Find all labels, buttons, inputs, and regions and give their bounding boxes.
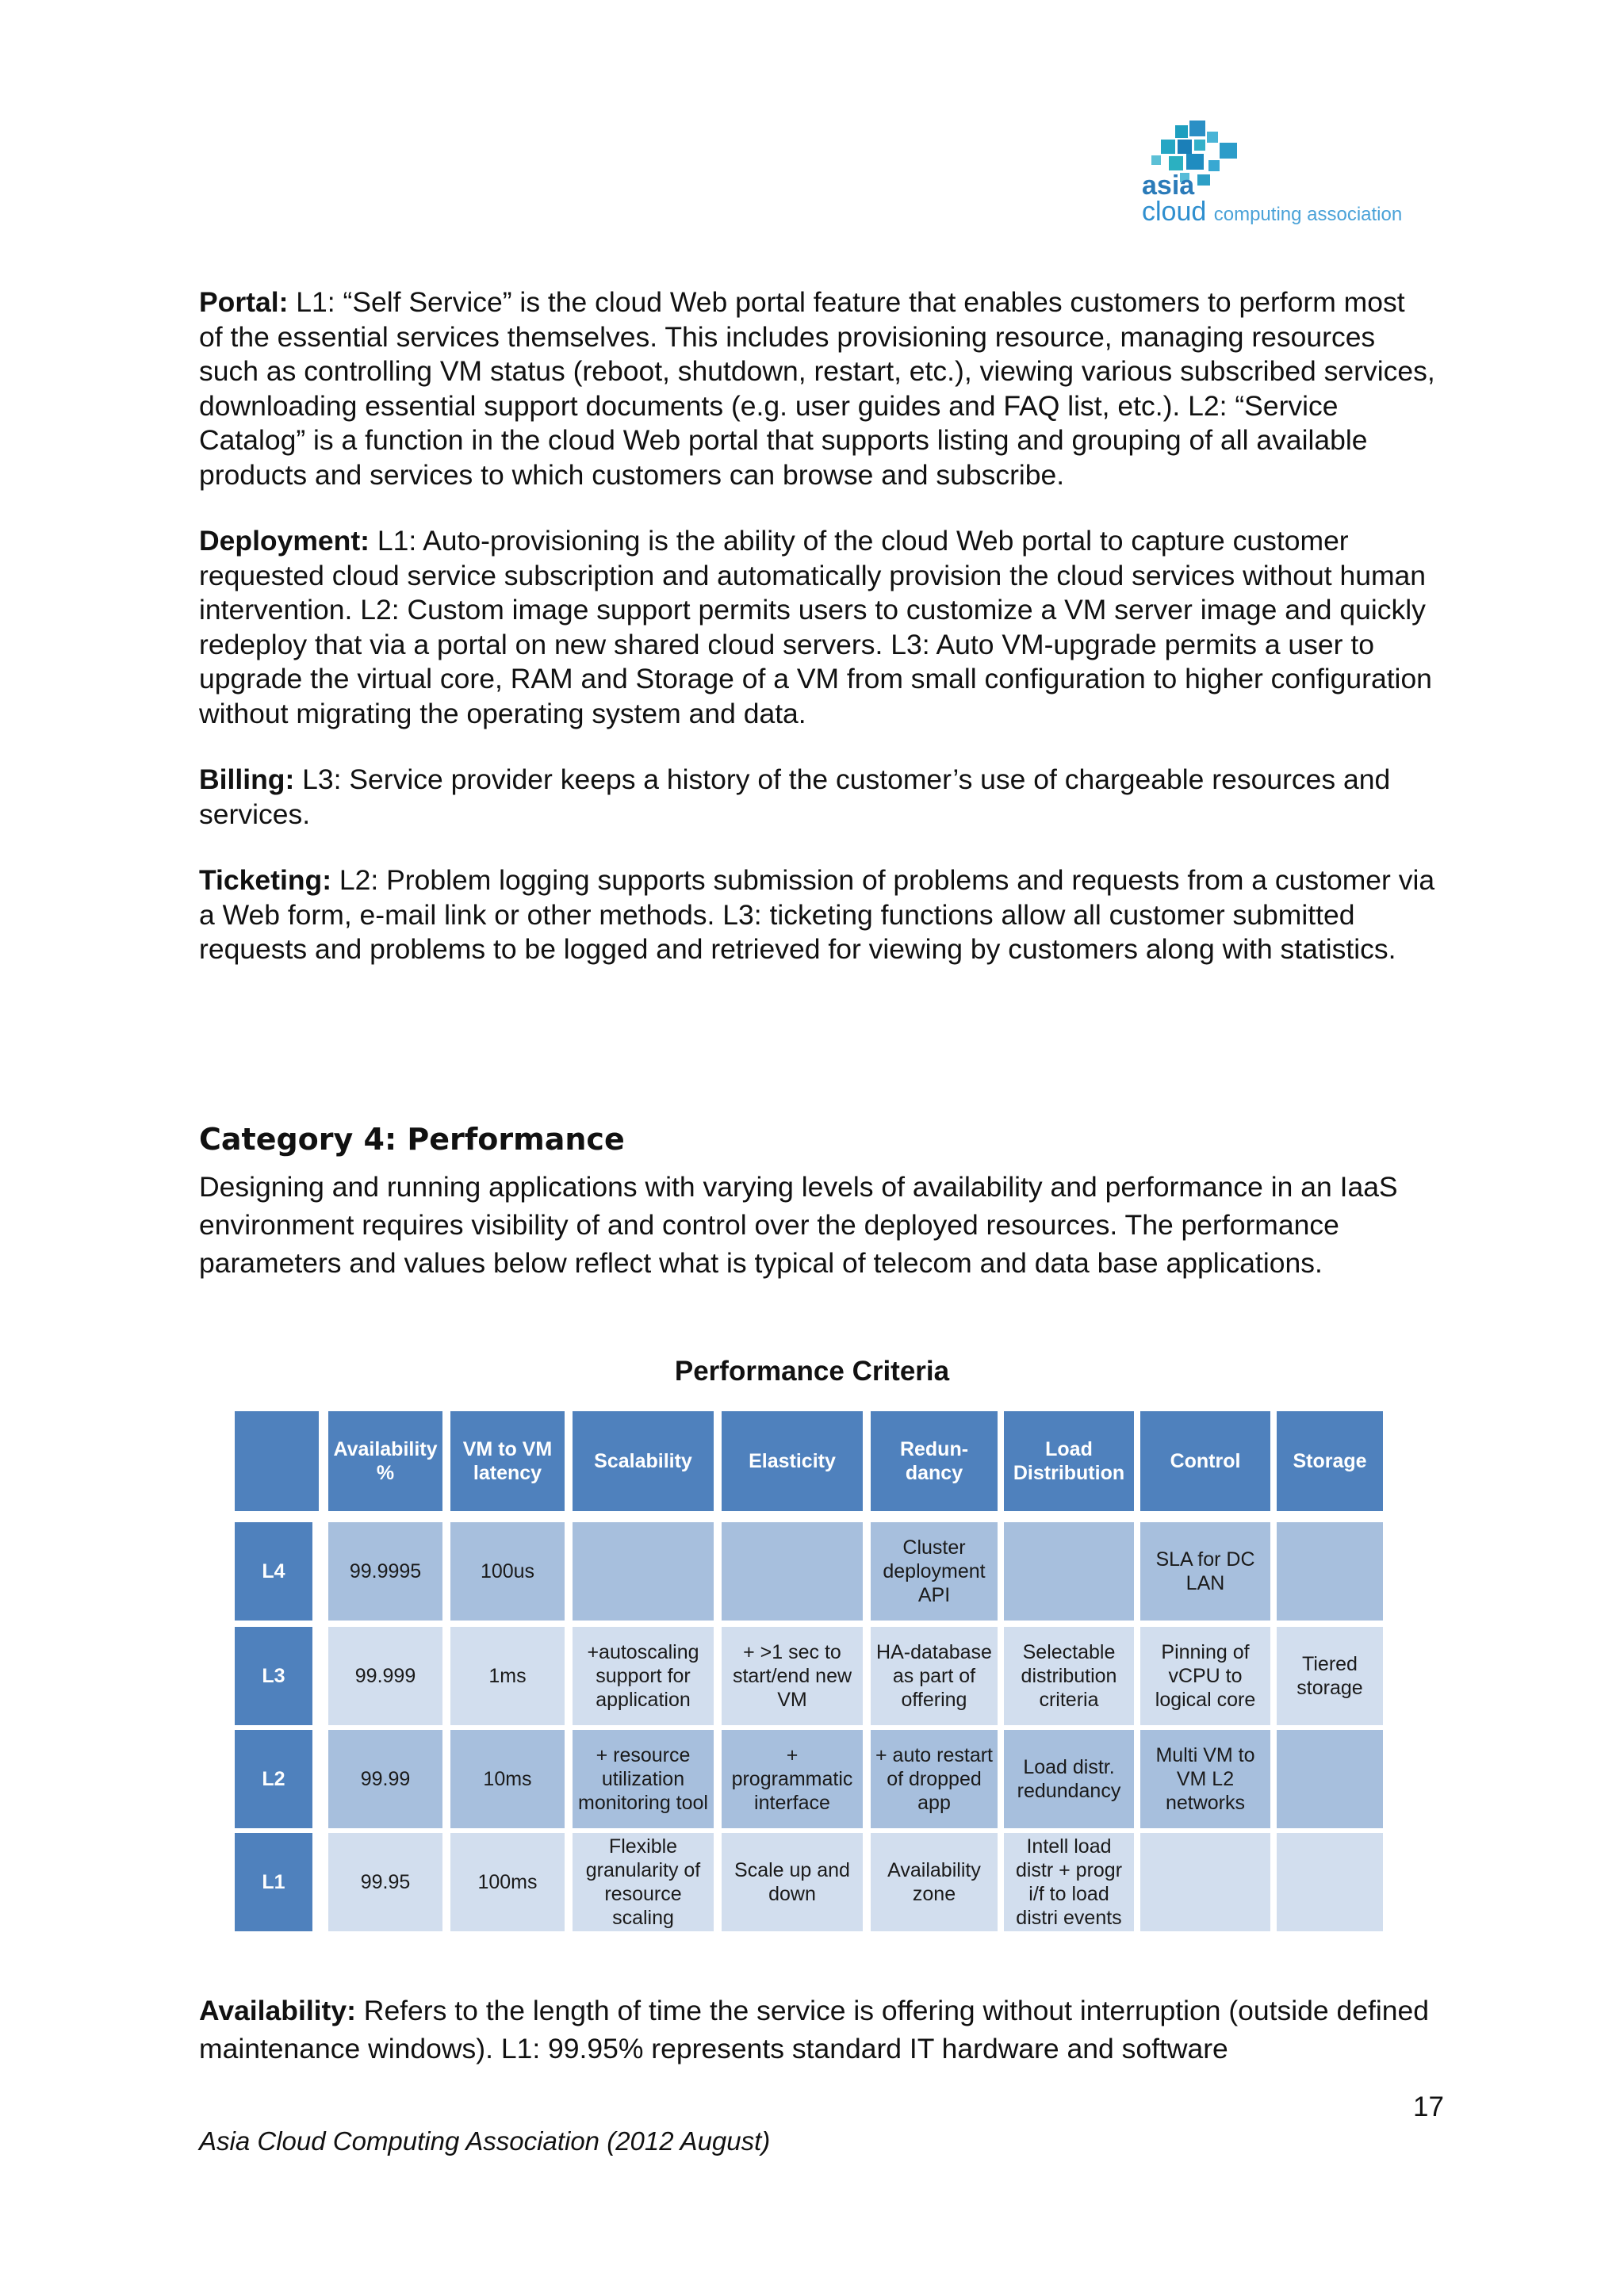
row-label-l2: L2 — [235, 1730, 312, 1828]
table-cell: 1ms — [450, 1627, 565, 1725]
ticketing-text: L2: Problem logging supports submission of problems and requests from a customer via a Web form, e-mail link or other methods. L3: ticketing functions allow all customer submitted requests and problems to be logged and retrieved for viewing by customers along with statistics. — [199, 864, 1435, 965]
billing-paragraph — [199, 763, 1436, 832]
table-cell: 100us — [450, 1522, 565, 1621]
table-cell: 10ms — [450, 1730, 565, 1828]
page-number: 17 — [1413, 2091, 1444, 2122]
billing-label: Billing: — [199, 763, 295, 795]
table-cell: Selectable distribution criteria — [1004, 1627, 1134, 1725]
header-cell-availability: Availability % — [328, 1411, 442, 1511]
header-cell-elasticity: Elasticity — [722, 1411, 863, 1511]
portal-text: L1: “Self Service” is the cloud Web portal feature that enables customers to perform most of the essential services themselves. This includes provisioning resource, managing resources such as controlling VM status (reboot, shutdown, restart, etc.), viewing various subscribed services, downloading essential support documents (e.g. user guides and FAQ list, etc.). L2: “Service Catalog” is a function in the cloud Web portal that supports listing and grouping of all available products and services to which customers can browse and subscribe. — [199, 286, 1435, 491]
portal-label: Portal: — [199, 286, 289, 318]
table-cell — [1277, 1833, 1383, 1931]
row-label-l1: L1 — [235, 1833, 312, 1931]
header-cell-storage: Storage — [1277, 1411, 1383, 1511]
table-cell: Availability zone — [871, 1833, 998, 1931]
table-cell — [722, 1522, 863, 1621]
table-cell — [1277, 1522, 1383, 1621]
table-cell: 99.95 — [328, 1833, 442, 1931]
table-cell: Scale up and down — [722, 1833, 863, 1931]
footer-text: Asia Cloud Computing Association (2012 August) — [199, 2126, 771, 2156]
table-cell: + programmatic interface — [722, 1730, 863, 1828]
table-cell — [1004, 1522, 1134, 1621]
row-label-l3: L3 — [235, 1627, 312, 1725]
row-label-l4: L4 — [235, 1522, 312, 1621]
table-cell: Multi VM to VM L2 networks — [1140, 1730, 1270, 1828]
deployment-text: L1: Auto-provisioning is the ability of the cloud Web portal to capture customer requested cloud service subscription and automatically provision the cloud services without human intervention. L2: Custom image support permits users to customize a VM server image and quickly redeploy that via a portal on new shared cloud servers. L3: Auto VM-upgrade permits a user to upgrade the virtual core, RAM and Storage of a VM from small configuration to higher configuration without migrating the operating system and data. — [199, 525, 1432, 729]
table-cell — [573, 1522, 714, 1621]
ticketing-paragraph — [199, 863, 1436, 967]
logo-word-association: computing association — [1213, 204, 1403, 225]
table-cell: Pinning of vCPU to logical core — [1140, 1627, 1270, 1725]
table-cell: + auto restart of dropped app — [871, 1730, 998, 1828]
deployment-paragraph — [199, 524, 1436, 731]
portal-paragraph — [199, 285, 1436, 492]
table-cell: Tiered storage — [1277, 1627, 1383, 1725]
availability-text: Refers to the length of time the service is offering without interruption (outside defined maintenance windows). L1: 99.95% represents standard IT hardware and software — [199, 1995, 1429, 2064]
availability-label: Availability: — [199, 1995, 356, 2026]
header-cell-corner — [235, 1411, 319, 1511]
table-cell: +autoscaling support for application — [573, 1627, 714, 1725]
deployment-label: Deployment: — [199, 525, 370, 557]
table-cell: Intell load distr + progr i/f to load distri events — [1004, 1833, 1134, 1931]
table-cell: Cluster deployment API — [871, 1522, 998, 1621]
logo-word-cloud — [1142, 198, 1402, 228]
availability-paragraph — [199, 1992, 1436, 2068]
logo — [1134, 119, 1427, 238]
table-cell — [1140, 1833, 1270, 1931]
table-cell: SLA for DC LAN — [1140, 1522, 1270, 1621]
table-cell: 99.99 — [328, 1730, 442, 1828]
table-cell: Load distr. redundancy — [1004, 1730, 1134, 1828]
header-cell-latency: VM to VM latency — [450, 1411, 565, 1511]
table-cell: + >1 sec to start/end new VM — [722, 1627, 863, 1725]
table-cell: 100ms — [450, 1833, 565, 1931]
table-cell: + resource utilization monitoring tool — [573, 1730, 714, 1828]
logo-word-cloud-text: cloud — [1142, 197, 1207, 227]
table-cell: 99.999 — [328, 1627, 442, 1725]
body-text — [199, 285, 1436, 999]
billing-text: L3: Service provider keeps a history of the customer’s use of chargeable resources and services. — [199, 763, 1391, 830]
table-cell: 99.9995 — [328, 1522, 442, 1621]
table-cell: Flexible granularity of resource scaling — [573, 1833, 714, 1931]
header-cell-scalability: Scalability — [573, 1411, 714, 1511]
header-cell-load-distribution: Load Distribution — [1004, 1411, 1134, 1511]
header-cell-redundancy: Redun-dancy — [871, 1411, 998, 1511]
category-intro: Designing and running applications with varying levels of availability and performance in an IaaS environment requires visibility of and control over the deployed resources. The performance parameters and values below reflect what is typical of telecom and data base applications. — [199, 1171, 1398, 1279]
category-heading: Category 4: Performance — [199, 1122, 625, 1157]
header-cell-control: Control — [1140, 1411, 1270, 1511]
table-cell — [1277, 1730, 1383, 1828]
table-cell: HA-database as part of offering — [871, 1627, 998, 1725]
table-title: Performance Criteria — [674, 1356, 950, 1387]
logo-word-asia: asia — [1142, 170, 1195, 201]
ticketing-label: Ticketing: — [199, 864, 332, 896]
